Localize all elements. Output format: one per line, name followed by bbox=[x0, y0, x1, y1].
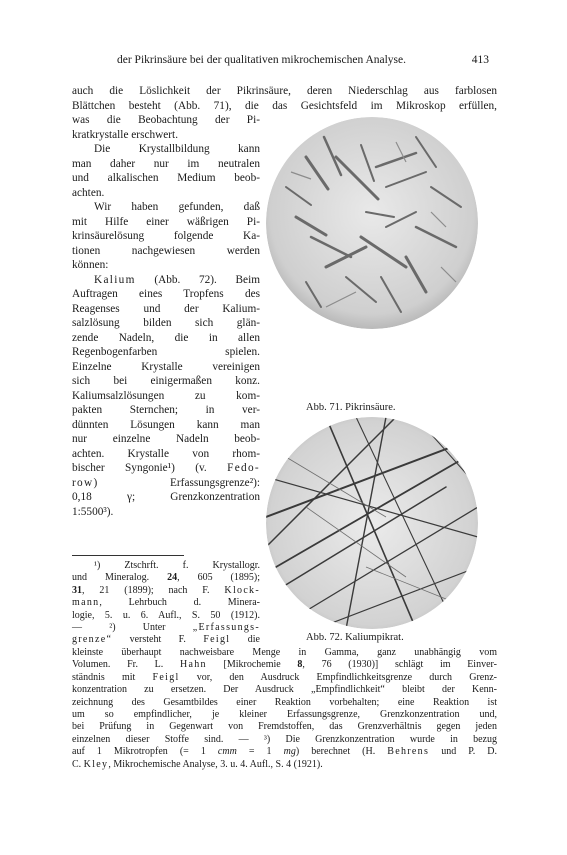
text-line: Kaliumsalzlösungen zu kom- bbox=[72, 389, 260, 402]
text-line: was die Beobachtung der Pi- bbox=[72, 114, 260, 126]
author-name: Behrens bbox=[387, 746, 430, 758]
text-fragment: , 21 (1899); nach F. bbox=[82, 584, 225, 596]
text-line: dünnten Lösungen kann man bbox=[72, 418, 260, 431]
text-fragment: [Mikrochemie bbox=[206, 659, 298, 671]
text-fragment: — ²) Unter bbox=[72, 621, 193, 633]
text-line: Die Krystallbildung kann bbox=[94, 143, 260, 155]
text-fragment: (Abb. 72). Beim bbox=[154, 273, 260, 286]
text-line: zende Nadeln, die in allen bbox=[72, 331, 260, 344]
text-line: auch die Löslichkeit der Pikrinsäure, deren Niederschlag aus farblosen bbox=[72, 85, 497, 97]
text-fragment: und Mineralog. bbox=[72, 572, 168, 584]
spaced-term: grenze“ bbox=[72, 634, 113, 646]
page-number: 413 bbox=[471, 54, 489, 66]
text-fragment: versteht F. bbox=[112, 634, 204, 646]
footnotes-column bbox=[72, 560, 260, 647]
text-fragment: , Mikrochemische Analyse, 3. u. 4. Aufl., S. 4 (1921). bbox=[108, 758, 323, 770]
author-name: row bbox=[72, 476, 94, 489]
text-line: und alkalischen Medium beob- bbox=[72, 172, 260, 184]
text-line: kratkrystalle erschwert. bbox=[72, 128, 179, 141]
author-name: mann bbox=[72, 597, 100, 609]
footnote-line bbox=[72, 634, 260, 646]
text-fragment: , Lehrbuch d. Minera- bbox=[99, 597, 260, 609]
footnote-line: um so empfindlicher, je kleiner Erfassungsgrenze, Grenzkonzentration und, bbox=[72, 708, 497, 720]
footnote-line: bei Prüfung in Gegenwart von Fremdstoffen, das Grenzverhältnis gegen jeden bbox=[72, 721, 497, 733]
text-fragment: die bbox=[230, 634, 260, 646]
text-fragment: Volumen. Fr. L. bbox=[72, 659, 180, 671]
text-line bbox=[72, 273, 260, 288]
footnote-line bbox=[72, 659, 497, 671]
text-line: mit Hilfe einer wäßrigen Pi- bbox=[72, 215, 260, 228]
text-fragment: = 1 bbox=[236, 746, 284, 758]
body-column bbox=[72, 113, 260, 519]
text-fragment: ständnis mit bbox=[72, 671, 153, 683]
text-fragment: ) berechnet (H. bbox=[295, 746, 388, 758]
volume-number: 8 bbox=[297, 659, 303, 671]
author-name: Klock- bbox=[224, 584, 260, 596]
footnote-line: logie, 5. u. 6. Aufl., S. 50 (1912). bbox=[72, 609, 260, 621]
text-line bbox=[72, 461, 260, 476]
footnote-line bbox=[72, 597, 260, 609]
text-fragment: , 605 (1895); bbox=[177, 572, 260, 584]
figure-72-caption: Abb. 72. Kaliumpikrat. bbox=[306, 632, 404, 643]
text-line: Regenbogenfarben spielen. bbox=[72, 346, 260, 358]
text-fragment: C. bbox=[72, 758, 84, 770]
footnote-line: kleinste überhaupt nachweisbare Menge in Gamma, ganz unabhängig vom bbox=[72, 647, 497, 658]
unit: mg bbox=[283, 746, 296, 758]
text-line: Wir haben gefunden, daß bbox=[94, 201, 260, 213]
figure-71-micrograph bbox=[266, 117, 478, 329]
footnote-rule bbox=[72, 555, 184, 556]
intro-paragraph bbox=[72, 84, 497, 113]
footnote-line bbox=[72, 746, 497, 758]
text-line: nur einzelne Nadeln beob- bbox=[72, 433, 260, 445]
author-name: Feigl bbox=[152, 671, 180, 683]
text-line: salzlösung bilden sich glän- bbox=[72, 317, 260, 329]
text-line: krinsäurelösung folgende Ka- bbox=[72, 230, 260, 242]
figure-71-caption: Abb. 71. Pikrinsäure. bbox=[306, 402, 396, 413]
text-line: achten. bbox=[72, 186, 105, 199]
text-line: 0,18 γ; Grenzkonzentration bbox=[72, 491, 260, 503]
text-fragment: ) Erfassungsgrenze²): bbox=[93, 476, 260, 489]
text-line: tionen nachgewiesen werden bbox=[72, 244, 260, 257]
text-line: Reagenses und der Kalium- bbox=[72, 302, 260, 315]
text-line: können: bbox=[72, 259, 109, 271]
text-fragment: auf 1 Mikrotropfen (= 1 bbox=[72, 746, 218, 758]
unit: cmm bbox=[217, 746, 237, 758]
text-line bbox=[72, 476, 260, 491]
running-title: der Pikrinsäure bei der qualitativen mikrochemischen Analyse. bbox=[117, 54, 407, 66]
text-line: Blättchen besteht (Abb. 71), die das Gesichtsfeld im Mikroskop erfüllen, bbox=[72, 99, 497, 112]
footnote-line bbox=[72, 759, 497, 771]
footnote-line: konzentration zu ersetzen. Der Ausdruck „Empfindlichkeit“ bleibt der Kenn- bbox=[72, 684, 497, 696]
text-fragment: bischer Syngonie¹) (v. bbox=[72, 462, 228, 474]
footnote-line bbox=[72, 622, 260, 634]
text-fragment: und P. D. bbox=[429, 746, 497, 758]
volume-number: 31 bbox=[72, 584, 82, 596]
footnote-line: ¹) Ztschrft. f. Krystallogr. bbox=[94, 560, 260, 571]
text-line: 1:5500³). bbox=[72, 505, 114, 518]
text-fragment: vor, den Ausdruck Empfindlichkeitsgrenze durch Grenz- bbox=[179, 671, 497, 683]
footnote-line bbox=[72, 585, 260, 597]
volume-number: 24 bbox=[167, 572, 178, 584]
text-line: man daher nur im neutralen bbox=[72, 157, 260, 170]
footnote-line bbox=[72, 572, 260, 584]
kaliumpikrat-needles-image bbox=[266, 417, 478, 629]
kalium-term: Kalium bbox=[94, 273, 136, 286]
text-line: sich bei einigermaßen konz. bbox=[72, 375, 260, 387]
footnote-line: einzelnen dieser Stoffe sind. — ³) Die Grenzkonzentration wurde in bezug bbox=[72, 733, 497, 745]
author-name: Kley bbox=[83, 758, 109, 770]
text-line: achten. Krystalle von rhom- bbox=[72, 447, 260, 460]
spaced-term: „Erfassungs- bbox=[192, 621, 260, 633]
running-header bbox=[117, 54, 489, 70]
figure-72-micrograph bbox=[266, 417, 478, 629]
author-name: Fedo- bbox=[227, 462, 260, 474]
text-line: Einzelne Krystalle vereinigen bbox=[72, 360, 260, 373]
author-name: Hahn bbox=[179, 659, 207, 671]
author-name: Feigl bbox=[203, 634, 231, 646]
footnote-line bbox=[72, 672, 497, 684]
footnote-line: zeichnung des Gesamtbildes einer Reaktion vorbehalten; eine Reaktion ist bbox=[72, 696, 497, 708]
text-fragment: , 76 (1930)] schlägt im Einver- bbox=[302, 659, 497, 671]
pikrinsaeure-crystals-image bbox=[266, 117, 478, 329]
footnotes-full bbox=[72, 647, 497, 771]
text-line: pakten Sternchen; in ver- bbox=[72, 404, 260, 416]
text-line: Auftragen eines Tropfens des bbox=[72, 288, 260, 300]
